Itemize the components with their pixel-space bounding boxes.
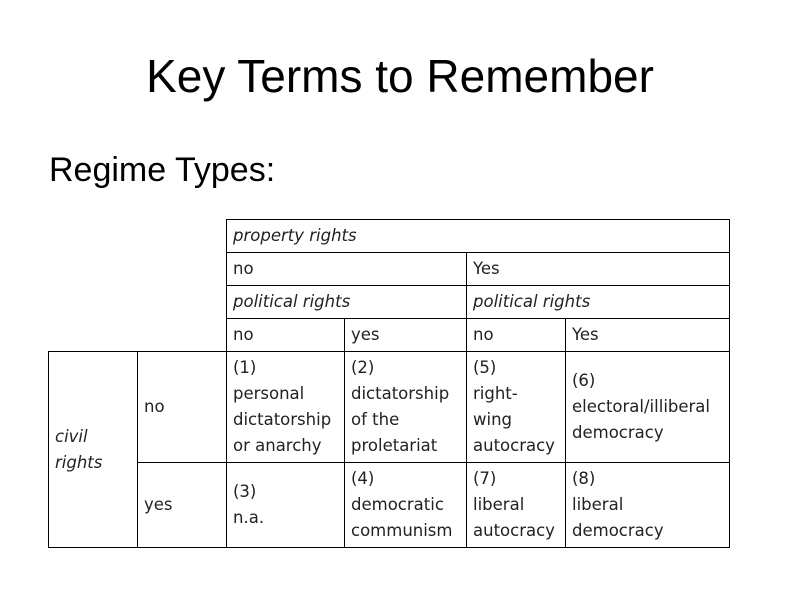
cell-line: liberal bbox=[572, 495, 624, 514]
cell-line: dictatorship bbox=[233, 410, 332, 429]
political-yes-header-left: yes bbox=[345, 319, 467, 352]
cell-line: electoral/illiberal bbox=[572, 397, 711, 416]
cell-line: communism bbox=[351, 521, 453, 540]
property-rights-header: property rights bbox=[227, 220, 730, 253]
cell-line: personal bbox=[233, 384, 305, 403]
empty-cell bbox=[138, 286, 227, 319]
civil-rights-header bbox=[49, 352, 138, 548]
cell-line: (7) bbox=[473, 469, 497, 488]
political-rights-header-right: political rights bbox=[467, 286, 730, 319]
civil-rights-label-line: rights bbox=[55, 452, 103, 472]
regime-cell-4 bbox=[345, 463, 467, 548]
political-no-header-left: no bbox=[227, 319, 345, 352]
slide-subtitle: Regime Types: bbox=[49, 151, 276, 189]
empty-cell bbox=[138, 253, 227, 286]
slide-title: Key Terms to Remember bbox=[146, 50, 654, 102]
regime-cell-7 bbox=[467, 463, 566, 548]
cell-line: democracy bbox=[572, 423, 664, 442]
cell-line: (5) bbox=[473, 358, 497, 377]
cell-line: or anarchy bbox=[233, 436, 322, 455]
empty-cell bbox=[49, 220, 138, 253]
property-yes-header: Yes bbox=[467, 253, 730, 286]
cell-line: democratic bbox=[351, 495, 444, 514]
regime-cell-5 bbox=[467, 352, 566, 463]
civil-yes-header: yes bbox=[138, 463, 227, 548]
table-row bbox=[49, 319, 730, 352]
cell-line: (6) bbox=[572, 371, 596, 390]
regime-cell-2 bbox=[345, 352, 467, 463]
cell-line: (3) bbox=[233, 482, 257, 501]
empty-cell bbox=[138, 220, 227, 253]
table-row bbox=[49, 220, 730, 253]
cell-line: right- bbox=[473, 384, 518, 403]
table-row bbox=[49, 286, 730, 319]
cell-line: (8) bbox=[572, 469, 596, 488]
regime-cell-1 bbox=[227, 352, 345, 463]
regime-types-table bbox=[48, 219, 730, 548]
property-no-header: no bbox=[227, 253, 467, 286]
civil-rights-label-line: civil bbox=[55, 426, 88, 446]
table-row bbox=[49, 352, 730, 463]
political-no-header-right: no bbox=[467, 319, 566, 352]
cell-line: wing bbox=[473, 410, 513, 429]
political-yes-header-right: Yes bbox=[566, 319, 730, 352]
regime-cell-8 bbox=[566, 463, 730, 548]
cell-line: of the bbox=[351, 410, 400, 429]
table-row bbox=[49, 253, 730, 286]
empty-cell bbox=[138, 319, 227, 352]
empty-cell bbox=[49, 286, 138, 319]
cell-line: (2) bbox=[351, 358, 375, 377]
regime-cell-6 bbox=[566, 352, 730, 463]
cell-line: autocracy bbox=[473, 436, 555, 455]
cell-line: n.a. bbox=[233, 508, 265, 527]
civil-no-header: no bbox=[138, 352, 227, 463]
empty-cell bbox=[49, 253, 138, 286]
cell-line: liberal bbox=[473, 495, 525, 514]
table-row bbox=[49, 463, 730, 548]
regime-cell-3 bbox=[227, 463, 345, 548]
empty-cell bbox=[49, 319, 138, 352]
cell-line: autocracy bbox=[473, 521, 555, 540]
cell-line: proletariat bbox=[351, 436, 438, 455]
cell-line: dictatorship bbox=[351, 384, 450, 403]
cell-line: democracy bbox=[572, 521, 664, 540]
political-rights-header-left: political rights bbox=[227, 286, 467, 319]
cell-line: (1) bbox=[233, 358, 257, 377]
cell-line: (4) bbox=[351, 469, 375, 488]
